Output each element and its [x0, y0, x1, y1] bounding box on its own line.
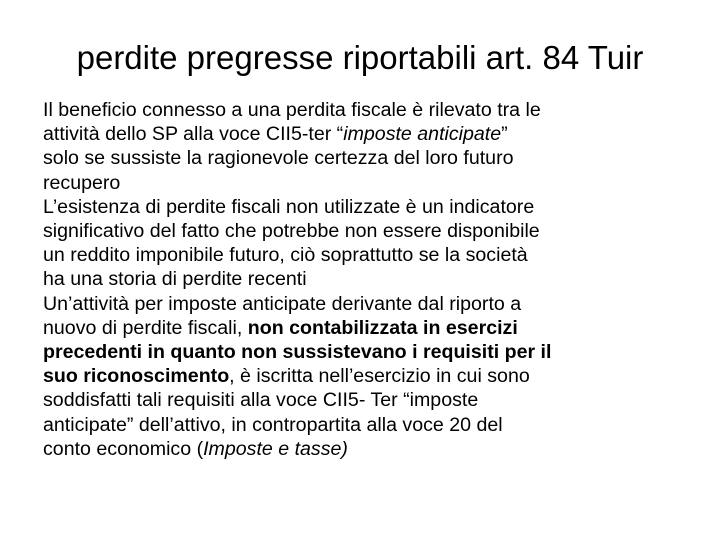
paragraph-deferred-tax-asset: [43, 292, 693, 461]
paragraph-tax-benefit: [43, 98, 693, 195]
text-run: Il beneficio connesso a una perdita fiscale è rilevato tra le: [43, 99, 541, 121]
text-run: ”: [501, 123, 508, 146]
text-run: ha una storia di perdite recenti: [43, 268, 307, 291]
italic-text-run: imposte anticipate: [343, 123, 502, 146]
text-run: un reddito imponibile futuro, ciò soprattutto se la società: [43, 244, 528, 267]
text-run: solo se sussiste la ragionevole certezza del loro futuro: [43, 147, 514, 170]
text-run: soddisfatti tali requisiti alla voce CII5- Ter “imposte: [43, 389, 479, 412]
text-line: [43, 388, 693, 412]
text-line: [43, 219, 693, 243]
text-line: [43, 243, 693, 267]
text-line: [43, 340, 693, 364]
bold-text-run: suo riconoscimento: [43, 365, 230, 388]
text-run: nuovo di perdite fiscali,: [43, 316, 248, 339]
italic-text-run: Imposte e tasse): [203, 437, 348, 460]
text-run: significativo del fatto che potrebbe non essere disponibile: [43, 220, 540, 243]
text-run: attività dello SP alla voce CII5-ter “: [43, 123, 344, 146]
text-line: [43, 437, 693, 461]
text-line: [43, 292, 693, 316]
text-run: Un’attività per imposte anticipate derivante dal riporto a: [43, 292, 522, 315]
text-run: anticipate” dell’attivo, in contropartita alla voce 20 del: [43, 413, 503, 436]
bold-text-run: precedenti in quanto non sussistevano i requisiti per il: [43, 341, 552, 364]
text-line: [43, 146, 693, 170]
text-line: [43, 316, 693, 340]
bold-text-run: non contabilizzata in esercizi: [247, 316, 518, 339]
text-line: [43, 122, 693, 146]
text-run: conto economico (: [43, 437, 204, 460]
text-line: [43, 413, 693, 437]
text-line: [43, 364, 693, 388]
text-line: [43, 98, 693, 122]
text-line: [43, 171, 693, 195]
text-line: [43, 267, 693, 291]
paragraph-unused-losses: [43, 195, 693, 292]
slide-title: perdite pregresse riportabili art. 84 Tuir: [76, 39, 644, 76]
slide-body: [43, 98, 693, 461]
text-run: L’esistenza di perdite fiscali non utilizzate è un indicatore: [43, 195, 535, 218]
text-run: recupero: [43, 171, 121, 194]
text-run: , è iscritta nell’esercizio in cui sono: [229, 365, 530, 388]
text-line: [43, 195, 693, 219]
